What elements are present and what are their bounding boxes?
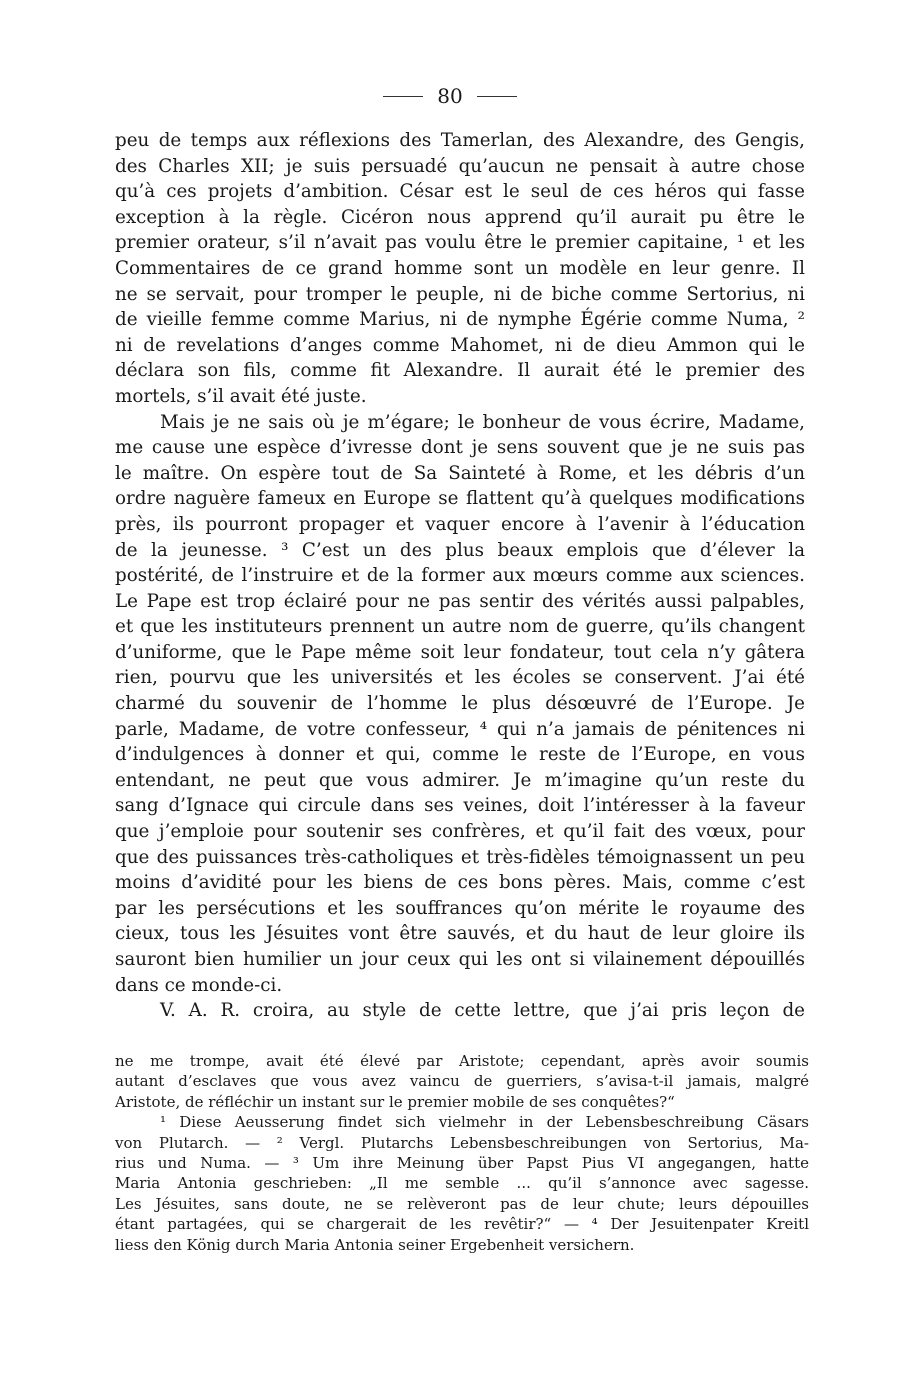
- page-number: 80: [437, 84, 463, 108]
- footnote-line: Aristote, de réfléchir un instant sur le premier mobile de ses conquêtes?“: [115, 1092, 675, 1111]
- text-line: exception à la règle. Cicéron nous apprend qu’il aurait pu être le: [115, 206, 805, 228]
- text-line: Le Pape est trop éclairé pour ne pas sentir des vérités aussi palpables,: [115, 590, 805, 612]
- footnote-line: rius und Numa. — ³ Um ihre Meinung über Papst Pius VI angegangen, hatte: [115, 1154, 809, 1173]
- footnote-line: autant d’esclaves que vous avez vaincu de guerriers, s’avisa-t-il jamais, malgré: [115, 1072, 809, 1091]
- text-line: Commentaires de ce grand homme sont un modèle en leur genre. Il: [115, 257, 805, 279]
- text-line: ni de revelations d’anges comme Mahomet, ni de dieu Ammon qui le: [115, 334, 805, 356]
- footnotes: [115, 1051, 809, 1255]
- text-line: parle, Madame, de votre confesseur, ⁴ qui n’a jamais de pénitences ni: [115, 718, 805, 740]
- text-line: d’indulgences à donner et qui, comme le reste de l’Europe, en vous: [115, 744, 805, 766]
- page-header: [0, 84, 900, 108]
- header-rule-right: [477, 96, 517, 97]
- text-line: et que les instituteurs prennent un autre nom de guerre, qu’ils changent: [115, 616, 805, 638]
- text-line: ne se servait, pour tromper le peuple, ni de biche comme Sertorius, ni: [115, 283, 805, 305]
- text-line: que j’emploie pour soutenir ses confrères, et qu’il fait des vœux, pour: [115, 821, 805, 843]
- text-line: me cause une espèce d’ivresse dont je sens souvent que je ne suis pas: [115, 437, 805, 459]
- text-line: peu de temps aux réflexions des Tamerlan, des Alexandre, des Gengis,: [115, 130, 805, 151]
- text-line: déclara son fils, comme fit Alexandre. Il aurait été le premier des: [115, 360, 805, 382]
- text-line: entendant, ne peut que vous admirer. Je m’imagine qu’un reste du: [115, 769, 805, 791]
- text-line: rien, pourvu que les universités et les écoles se conservent. J’ai été: [115, 667, 805, 689]
- text-line: postérité, de l’instruire et de la former aux mœurs comme aux sciences.: [115, 565, 805, 587]
- text-line: V. A. R. croira, au style de cette lettre, que j’ai pris leçon de: [160, 1000, 805, 1022]
- text-line: Mais je ne sais où je m’égare; le bonheur de vous écrire, Madame,: [160, 411, 805, 433]
- text-line: charmé du souvenir de l’homme le plus désœuvré de l’Europe. Je: [115, 693, 805, 715]
- footnote-line: Maria Antonia geschrieben: „Il me semble ... qu’il s’annonce avec sagesse.: [115, 1174, 809, 1193]
- text-line: dans ce monde-ci.: [115, 974, 283, 996]
- text-line: ordre naguère fameux en Europe se flattent qu’à quelques modifications: [115, 488, 805, 510]
- footnote-line: étant partagées, qui se chargerait de les revêtir?“ — ⁴ Der Jesuitenpater Kreitl: [115, 1215, 809, 1234]
- text-line: de la jeunesse. ³ C’est un des plus beaux emplois que d’élever la: [115, 539, 805, 561]
- footnote-line: ne me trompe, avait été élevé par Aristote; cependant, après avoir soumis: [115, 1052, 809, 1070]
- text-line: que des puissances très-catholiques et très-fidèles témoignassent un peu: [115, 846, 805, 868]
- text-line: sang d’Ignace qui circule dans ses veines, doit l’intéresser à la faveur: [115, 795, 805, 817]
- footnote-line: von Plutarch. — ² Vergl. Plutarchs Lebensbeschreibungen von Sertorius, Ma-: [115, 1133, 809, 1152]
- text-line: moins d’avidité pour les biens de ces bons pères. Mais, comme c’est: [115, 872, 805, 894]
- text-line: mortels, s’il avait été juste.: [115, 385, 367, 407]
- footnote-line: ¹ Diese Aeusserung findet sich vielmehr in der Lebensbeschreibung Cäsars: [160, 1113, 809, 1132]
- footnote-line: liess den König durch Maria Antonia seiner Ergebenheit versichern.: [115, 1235, 635, 1254]
- text-line: premier orateur, s’il n’avait pas voulu être le premier capitaine, ¹ et les: [115, 232, 805, 254]
- text-line: de vieille femme comme Marius, ni de nymphe Égérie comme Numa, ²: [115, 309, 805, 331]
- text-line: cieux, tous les Jésuites vont être sauvés, et du haut de leur gloire ils: [115, 923, 805, 945]
- footnote-line: Les Jésuites, sans doute, ne se relèveront pas de leur chute; leurs dépouilles: [115, 1194, 809, 1213]
- text-line: des Charles XII; je suis persuadé qu’aucun ne pensait à autre chose: [115, 155, 805, 177]
- text-line: d’uniforme, que le Pape même soit leur fondateur, tout cela n’y gâtera: [115, 641, 805, 663]
- main-text: [115, 128, 805, 1024]
- text-line: le maître. On espère tout de Sa Sainteté à Rome, et les débris d’un: [115, 462, 805, 484]
- text-line: par les persécutions et les souffrances qu’on mérite le royaume des: [115, 897, 805, 919]
- text-line: près, ils pourront propager et vaquer encore à l’avenir à l’éducation: [115, 513, 805, 535]
- text-line: sauront bien humilier un jour ceux qui les ont si vilainement dépouillés: [115, 949, 805, 970]
- header-rule-left: [383, 96, 423, 97]
- text-line: qu’à ces projets d’ambition. César est le seul de ces héros qui fasse: [115, 181, 805, 203]
